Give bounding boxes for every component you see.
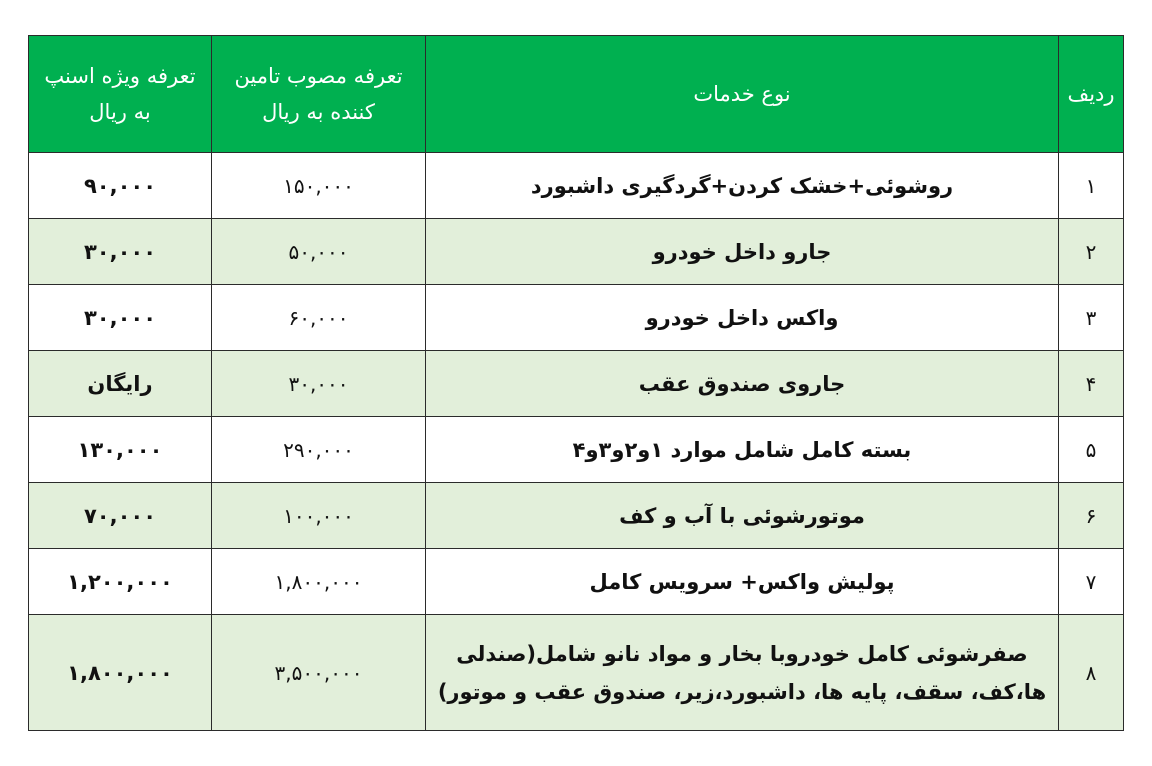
header-row-index: ردیف [1059, 36, 1124, 153]
supplier-rate-cell: ۵۰,۰۰۰ [212, 219, 426, 285]
table-row [29, 549, 1124, 615]
snapp-rate-cell: ۱۳۰,۰۰۰ [29, 417, 212, 483]
supplier-rate-cell: ۳,۵۰۰,۰۰۰ [212, 615, 426, 731]
snapp-rate-cell: ۹۰,۰۰۰ [29, 153, 212, 219]
snapp-rate-cell: رایگان [29, 351, 212, 417]
row-index-cell: ۲ [1059, 219, 1124, 285]
service-cell: پولیش واکس+ سرویس کامل [426, 549, 1059, 615]
snapp-rate-cell: ۷۰,۰۰۰ [29, 483, 212, 549]
service-price-table [28, 35, 1124, 731]
service-cell: روشوئی+خشک کردن+گردگیری داشبورد [426, 153, 1059, 219]
table-row [29, 351, 1124, 417]
service-cell: جارو داخل خودرو [426, 219, 1059, 285]
service-cell: صفرشوئی کامل خودروبا بخار و مواد نانو شامل(صندلی ها،کف، سقف، پایه ها، داشبورد،زیر، صندوق عقب و موتور) [426, 615, 1059, 731]
service-cell: جاروی صندوق عقب [426, 351, 1059, 417]
supplier-rate-cell: ۲۹۰,۰۰۰ [212, 417, 426, 483]
header-row [29, 36, 1124, 153]
table-row [29, 285, 1124, 351]
snapp-rate-cell: ۱,۸۰۰,۰۰۰ [29, 615, 212, 731]
row-index-cell: ۶ [1059, 483, 1124, 549]
row-index-cell: ۱ [1059, 153, 1124, 219]
row-index-cell: ۸ [1059, 615, 1124, 731]
supplier-rate-cell: ۳۰,۰۰۰ [212, 351, 426, 417]
snapp-rate-cell: ۳۰,۰۰۰ [29, 285, 212, 351]
service-cell: واکس داخل خودرو [426, 285, 1059, 351]
row-index-cell: ۷ [1059, 549, 1124, 615]
supplier-rate-cell: ۶۰,۰۰۰ [212, 285, 426, 351]
table-row [29, 219, 1124, 285]
header-supplier-rate: تعرفه مصوب تامین کننده به ریال [212, 36, 426, 153]
snapp-rate-cell: ۳۰,۰۰۰ [29, 219, 212, 285]
snapp-rate-cell: ۱,۲۰۰,۰۰۰ [29, 549, 212, 615]
supplier-rate-cell: ۱۰۰,۰۰۰ [212, 483, 426, 549]
header-service-type: نوع خدمات [426, 36, 1059, 153]
table-row [29, 483, 1124, 549]
table-row [29, 153, 1124, 219]
service-cell: موتورشوئی با آب و کف [426, 483, 1059, 549]
table-body [29, 153, 1124, 731]
table-header [29, 36, 1124, 153]
row-index-cell: ۴ [1059, 351, 1124, 417]
row-index-cell: ۳ [1059, 285, 1124, 351]
table-row [29, 417, 1124, 483]
header-snapp-rate: تعرفه ویژه اسنپ به ریال [29, 36, 212, 153]
row-index-cell: ۵ [1059, 417, 1124, 483]
service-cell: بسته کامل شامل موارد ۱و۲و۳و۴ [426, 417, 1059, 483]
supplier-rate-cell: ۱۵۰,۰۰۰ [212, 153, 426, 219]
table-row [29, 615, 1124, 731]
supplier-rate-cell: ۱,۸۰۰,۰۰۰ [212, 549, 426, 615]
